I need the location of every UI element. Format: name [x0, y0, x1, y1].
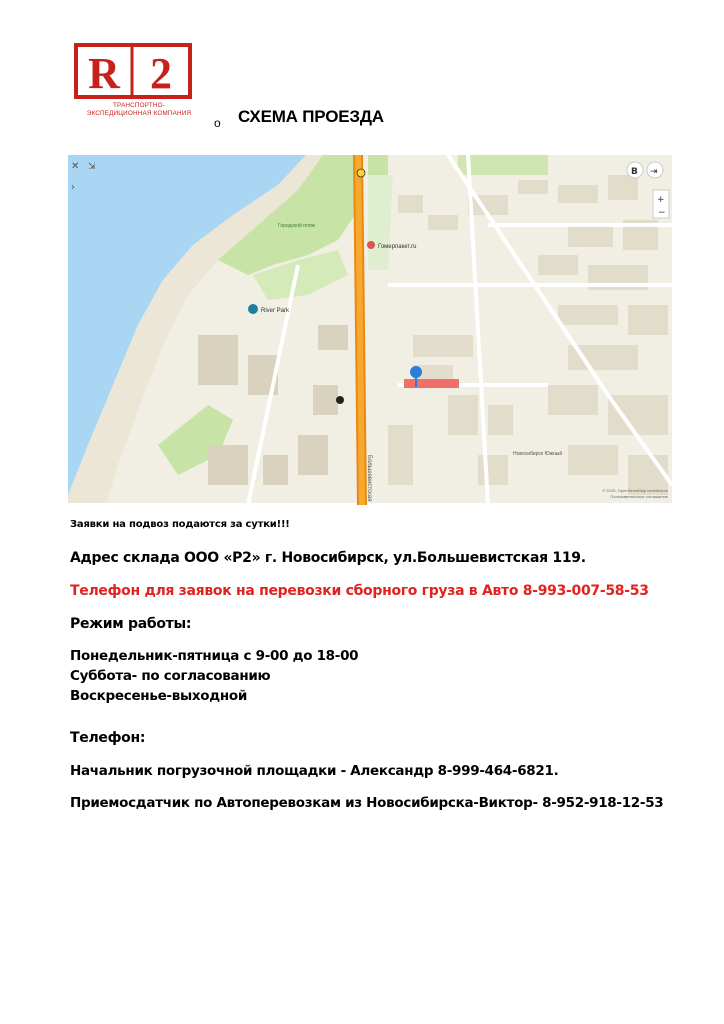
river-park-label: River Park — [261, 308, 290, 314]
logo-subtitle-line1: ТРАНСПОРТНО- — [112, 102, 166, 109]
page-title: СХЕМА ПРОЕЗДА — [238, 107, 384, 126]
hours-saturday: Суббота- по согласованию — [70, 668, 271, 684]
hours-weekdays: Понедельник-пятница с 9-00 до 18-00 — [70, 648, 359, 664]
request-note: Заявки на подвоз подаются за сутки!!! — [70, 519, 290, 530]
svg-text:2: 2 — [150, 49, 172, 98]
contact-loading-chief: Начальник погрузочной площадки - Александр 8-999-464-6821. — [70, 763, 559, 779]
title-bullet: o — [214, 116, 221, 130]
svg-text:+: + — [657, 195, 665, 205]
logo-subtitle-line2: ЭКСПЕДИЦИОННАЯ КОМПАНИЯ — [86, 110, 192, 117]
fuel-icon — [336, 396, 344, 404]
working-hours-heading: Режим работы: — [70, 616, 192, 632]
order-phone-line: Телефон для заявок на перевозки сборного груза в Авто 8-993-007-58-53 — [70, 583, 649, 599]
logo-subtitle — [74, 102, 204, 118]
phone-heading: Телефон: — [70, 730, 146, 746]
map-terms-link[interactable]: Пользовательское соглашение — [610, 494, 668, 499]
company-logo — [74, 43, 194, 125]
map-canvas[interactable] — [68, 155, 672, 505]
poi-label-beach: Городской пляж — [278, 223, 315, 229]
svg-text:⇲: ⇲ — [88, 162, 96, 172]
svg-text:⇥: ⇥ — [650, 167, 658, 177]
river-park-icon — [248, 304, 258, 314]
r2-logo-mark — [74, 43, 192, 99]
hours-sunday: Воскресенье-выходной — [70, 688, 248, 704]
warehouse-address: Адрес склада ООО «Р2» г. Новосибирск, ул.Большевистская 119. — [70, 550, 586, 566]
svg-text:B: B — [631, 167, 638, 177]
warehouse-building — [404, 379, 459, 388]
svg-text:−: − — [658, 208, 666, 218]
street-label: Большевистская — [366, 455, 372, 502]
svg-text:›: › — [71, 182, 75, 193]
map-copyright: © 2GIS, OpenStreetMap contributors — [602, 488, 668, 493]
svg-text:✕: ✕ — [71, 161, 80, 172]
poi-label-shop: Гомерпакет.ru — [378, 244, 417, 250]
route-map[interactable] — [68, 155, 672, 505]
contact-receiver: Приемосдатчик по Автоперевозкам из Новосибирска-Виктор- 8-952-918-12-53 — [70, 795, 664, 811]
shop-icon — [367, 241, 375, 249]
svg-text:R: R — [88, 49, 120, 98]
poi-label-station: Новосибирск Южный — [513, 451, 563, 457]
road-sign-icon — [357, 169, 365, 177]
